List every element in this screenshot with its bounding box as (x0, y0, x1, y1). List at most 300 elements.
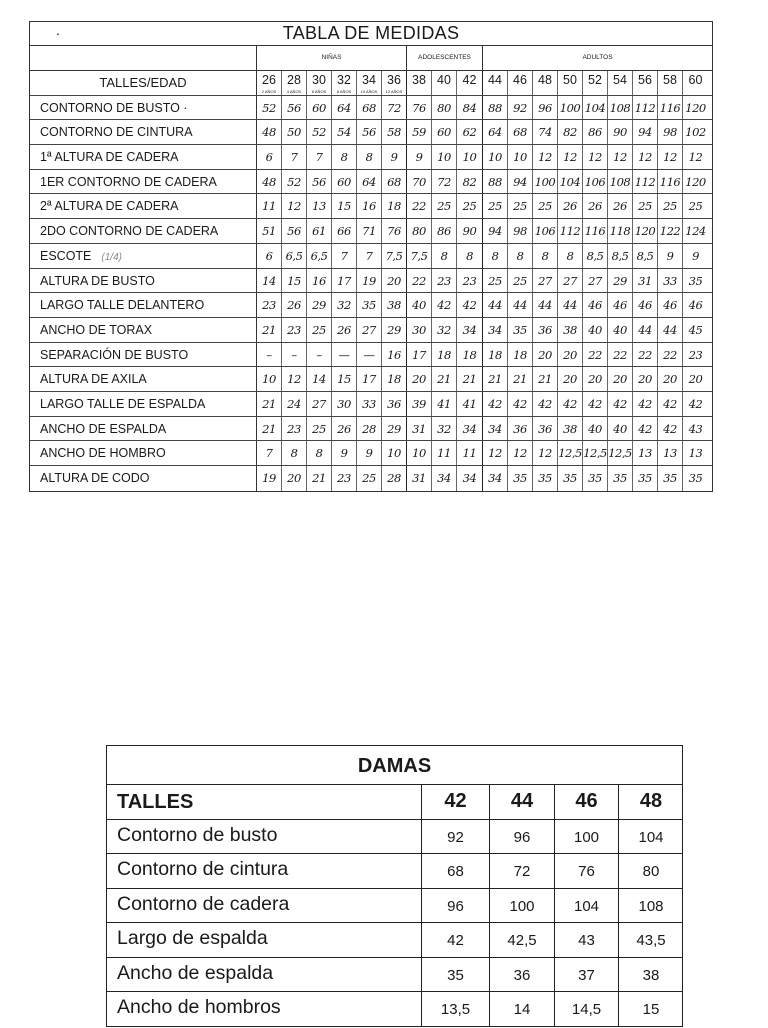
age-label: 6 AÑOS (311, 88, 327, 94)
table-row (30, 244, 712, 269)
value-cell: 56 (282, 96, 307, 120)
size-header-cell (257, 71, 282, 95)
value-cell: 44 (633, 318, 658, 342)
value-cell: 36 (382, 392, 407, 416)
value-cell: 14 (307, 367, 332, 391)
value-cell: — (332, 343, 357, 367)
value-cell: 31 (407, 417, 432, 441)
damas-value-cell: 96 (490, 820, 555, 854)
value-cell: 56 (357, 120, 382, 144)
value-cell: 98 (658, 120, 683, 144)
value-cell: 8 (483, 244, 508, 268)
value-cell: 25 (508, 194, 533, 218)
row-label-text: ALTURA DE BUSTO (40, 273, 155, 288)
value-cell: 102 (685, 125, 706, 140)
size-header-cell (332, 71, 357, 95)
value-cell: 11 (257, 194, 282, 218)
value-cell: 106 (583, 170, 608, 194)
value-cell: 42 (483, 392, 508, 416)
value-cell: 48 (257, 170, 282, 194)
value-cell: 12 (688, 150, 703, 165)
value-cell: 112 (558, 219, 583, 243)
value-cell: 116 (658, 170, 683, 194)
damas-value-cell: 42,5 (490, 923, 555, 957)
damas-row-label: Ancho de espalda (107, 958, 422, 992)
damas-value-cell: 13,5 (422, 992, 490, 1026)
value-cell: 20 (633, 367, 658, 391)
value-cell: 6,5 (282, 244, 307, 268)
value-cell: 92 (508, 96, 533, 120)
damas-value-cell: 43,5 (636, 932, 666, 949)
value-cell: 12 (483, 441, 508, 465)
value-cell: 12 (608, 145, 633, 169)
row-label (30, 441, 257, 465)
value-cell: 22 (407, 269, 432, 293)
value-cell: 22 (583, 343, 608, 367)
row-label-text: 1ª ALTURA DE CADERA (40, 150, 179, 165)
value-cell: 27 (533, 269, 558, 293)
size-header-cell (407, 71, 432, 95)
value-cell: 56 (307, 170, 332, 194)
value-cell: 90 (608, 120, 633, 144)
value-cell: 98 (508, 219, 533, 243)
table-row (30, 318, 712, 343)
value-cell: 46 (658, 293, 683, 317)
value-cell: 80 (432, 96, 457, 120)
value-cell: 60 (432, 120, 457, 144)
value-cell: 32 (432, 417, 457, 441)
value-cell: 38 (558, 318, 583, 342)
value-cell: 106 (533, 219, 558, 243)
value-cell: 43 (688, 421, 703, 436)
value-cell: 116 (658, 96, 683, 120)
value-cell: 48 (257, 120, 282, 144)
value-cell: 80 (407, 219, 432, 243)
value-cell: 25 (307, 417, 332, 441)
value-cell: 35 (508, 318, 533, 342)
row-label (30, 466, 257, 491)
size-header-cell (683, 71, 708, 95)
value-cell: 46 (583, 293, 608, 317)
row-label-text: LARGO TALLE DE ESPALDA (40, 396, 206, 411)
row-label (30, 417, 257, 441)
value-cell: 42 (608, 392, 633, 416)
table-row (30, 441, 712, 466)
value-cell: 60 (307, 96, 332, 120)
value-cell: 21 (432, 367, 457, 391)
value-cell: 29 (608, 269, 633, 293)
value-cell: 39 (407, 392, 432, 416)
size-number: 26 (262, 73, 276, 87)
value-cell: 29 (382, 417, 407, 441)
value-cell: 6 (257, 145, 282, 169)
value-cell: 94 (483, 219, 508, 243)
value-cell: 21 (483, 367, 508, 391)
value-cell: 35 (533, 466, 558, 491)
value-cell: 35 (688, 471, 703, 485)
value-cell: 68 (382, 170, 407, 194)
value-cell: 10 (508, 145, 533, 169)
value-cell: 21 (508, 367, 533, 391)
value-cell: 40 (407, 293, 432, 317)
damas-value-cell: 35 (422, 958, 490, 992)
value-cell: 16 (382, 343, 407, 367)
value-cell: 54 (332, 120, 357, 144)
value-cell: 59 (407, 120, 432, 144)
value-cell: 22 (633, 343, 658, 367)
damas-value-cell: 76 (555, 854, 619, 888)
value-cell: 8 (332, 145, 357, 169)
damas-value-cell: 38 (642, 966, 660, 984)
value-cell: 12,5 (608, 441, 633, 465)
size-number: 50 (563, 73, 577, 87)
value-cell: 27 (583, 269, 608, 293)
value-cell: 8,5 (608, 244, 633, 268)
value-cell: 9 (382, 145, 407, 169)
value-cell: 51 (257, 219, 282, 243)
value-cell: 17 (407, 343, 432, 367)
value-cell: – (307, 343, 332, 367)
value-cell: 21 (257, 318, 282, 342)
value-cell: 34 (457, 417, 483, 441)
value-cell: 120 (685, 100, 706, 115)
value-cell: 9 (692, 248, 699, 263)
row-label (30, 145, 257, 169)
value-cell: 15 (332, 194, 357, 218)
value-cell: 68 (508, 120, 533, 144)
value-cell: 6,5 (307, 244, 332, 268)
value-cell: 60 (332, 170, 357, 194)
size-number: 34 (362, 73, 376, 87)
value-cell: 8 (457, 244, 483, 268)
value-cell: 25 (483, 269, 508, 293)
value-cell: 42 (658, 417, 683, 441)
value-cell: 42 (688, 396, 703, 411)
value-cell: 10 (257, 367, 282, 391)
damas-table (106, 745, 683, 1027)
value-cell: 21 (307, 466, 332, 491)
value-cell: 64 (483, 120, 508, 144)
damas-value-cell: 14,5 (555, 992, 619, 1026)
value-cell: 34 (432, 466, 457, 491)
value-cell: 38 (382, 293, 407, 317)
value-cell: 36 (508, 417, 533, 441)
size-header-cell (508, 71, 533, 95)
size-number: 56 (638, 73, 652, 87)
value-cell: 35 (583, 466, 608, 491)
value-cell: 42 (533, 392, 558, 416)
value-cell: 12 (558, 145, 583, 169)
value-cell: 20 (658, 367, 683, 391)
value-cell: 68 (357, 96, 382, 120)
damas-size-cell: 48 (639, 790, 663, 812)
size-number: 60 (688, 73, 703, 87)
value-cell: 25 (307, 318, 332, 342)
value-cell: 74 (533, 120, 558, 144)
value-cell: 42 (633, 392, 658, 416)
table-row (30, 392, 712, 417)
value-cell: 86 (583, 120, 608, 144)
value-cell: 23 (432, 269, 457, 293)
table-row (30, 96, 712, 121)
damas-value-cell: 72 (490, 854, 555, 888)
value-cell: 42 (432, 293, 457, 317)
value-cell: 44 (508, 293, 533, 317)
value-cell: 36 (533, 417, 558, 441)
value-cell: 12 (508, 441, 533, 465)
value-cell: 41 (457, 392, 483, 416)
value-cell: 8 (508, 244, 533, 268)
value-cell: 10 (382, 441, 407, 465)
age-label: 4 AÑOS (286, 88, 302, 94)
value-cell: 28 (382, 466, 407, 491)
value-cell: 21 (257, 392, 282, 416)
value-cell: 18 (432, 343, 457, 367)
value-cell: 7 (257, 441, 282, 465)
table-row (30, 120, 712, 145)
value-cell: 34 (483, 466, 508, 491)
size-header-cell (357, 71, 382, 95)
table-row (30, 145, 712, 170)
table-row (107, 820, 682, 855)
value-cell: 40 (608, 318, 633, 342)
value-cell: 16 (357, 194, 382, 218)
table-row (30, 367, 712, 392)
value-cell: 66 (332, 219, 357, 243)
value-cell: 20 (688, 372, 703, 387)
value-cell: 18 (457, 343, 483, 367)
row-label (30, 219, 257, 243)
value-cell: 46 (608, 293, 633, 317)
table-row (30, 269, 712, 294)
value-cell: 20 (282, 466, 307, 491)
size-header-cell (307, 71, 332, 95)
size-header-cell (382, 71, 407, 95)
table-row (107, 854, 682, 889)
age-label: 12 AÑOS (385, 88, 403, 94)
damas-value-cell: 15 (642, 1001, 660, 1018)
table-row (30, 466, 712, 491)
table-row (30, 219, 712, 244)
value-cell: 13 (633, 441, 658, 465)
size-number: 52 (588, 73, 602, 87)
damas-row-label: Contorno de busto (107, 820, 422, 854)
table-title-text: TABLA DE MEDIDAS (282, 23, 460, 43)
measurements-table (29, 21, 713, 492)
value-cell: 8 (307, 441, 332, 465)
value-cell: 29 (307, 293, 332, 317)
damas-header-row (107, 785, 682, 820)
value-cell: 30 (407, 318, 432, 342)
value-cell: 82 (457, 170, 483, 194)
size-header-cell (633, 71, 658, 95)
value-cell: 108 (608, 96, 633, 120)
value-cell: 25 (533, 194, 558, 218)
size-number: 32 (337, 73, 351, 87)
value-cell: 118 (608, 219, 633, 243)
size-header-cell (558, 71, 583, 95)
row-label-text: ANCHO DE TORAX (40, 322, 153, 337)
value-cell: 27 (558, 269, 583, 293)
value-cell: 12 (658, 145, 683, 169)
value-cell: 27 (307, 392, 332, 416)
value-cell: 12 (583, 145, 608, 169)
value-cell: 16 (307, 269, 332, 293)
value-cell: 7 (307, 145, 332, 169)
value-cell: 104 (583, 96, 608, 120)
value-cell: 62 (457, 120, 483, 144)
value-cell: 19 (357, 269, 382, 293)
value-cell: 31 (633, 269, 658, 293)
row-label-text: 2DO CONTORNO DE CADERA (40, 224, 219, 239)
value-cell: 33 (658, 269, 683, 293)
size-number: 28 (287, 73, 301, 87)
value-cell: 46 (688, 298, 703, 313)
size-number: 58 (663, 73, 677, 87)
damas-value-cell: 14 (490, 992, 555, 1026)
damas-title: DAMAS (107, 746, 682, 785)
row-label (30, 392, 257, 416)
value-cell: 64 (357, 170, 382, 194)
value-cell: 7 (282, 145, 307, 169)
row-label (30, 244, 257, 268)
value-cell: 12 (633, 145, 658, 169)
value-cell: 9 (357, 441, 382, 465)
value-cell: 116 (583, 219, 608, 243)
value-cell: 40 (583, 318, 608, 342)
value-cell: 56 (282, 219, 307, 243)
value-cell: 84 (457, 96, 483, 120)
value-cell: 26 (608, 194, 633, 218)
value-cell: 52 (282, 170, 307, 194)
size-number: 54 (613, 73, 627, 87)
table-row (107, 958, 682, 993)
value-cell: 26 (558, 194, 583, 218)
value-cell: 19 (257, 466, 282, 491)
value-cell: 82 (558, 120, 583, 144)
value-cell: 29 (382, 318, 407, 342)
size-number: 36 (387, 73, 401, 87)
age-label: 10 AÑOS (360, 88, 378, 94)
value-cell: 8 (533, 244, 558, 268)
size-header-cell (658, 71, 683, 95)
size-number: 30 (312, 73, 326, 87)
damas-value-cell: 36 (490, 958, 555, 992)
table-row (107, 923, 682, 958)
value-cell: 42 (508, 392, 533, 416)
age-label: 2 AÑOS (261, 88, 277, 94)
value-cell: 88 (483, 170, 508, 194)
damas-value-cell: 92 (422, 820, 490, 854)
size-number: 38 (412, 73, 426, 87)
value-cell: 23 (688, 347, 703, 362)
size-number: 40 (437, 73, 451, 87)
row-label-text: SEPARACIÓN DE BUSTO (40, 347, 189, 362)
value-cell: 20 (407, 367, 432, 391)
damas-value-cell: 37 (555, 958, 619, 992)
value-cell: 7,5 (407, 244, 432, 268)
value-cell: 21 (533, 367, 558, 391)
value-cell: 35 (633, 466, 658, 491)
value-cell: 20 (558, 343, 583, 367)
value-cell: 90 (457, 219, 483, 243)
row-label-text: ANCHO DE ESPALDA (40, 421, 167, 436)
value-cell: 44 (658, 318, 683, 342)
value-cell: 10 (407, 441, 432, 465)
value-cell: 13 (688, 446, 703, 461)
value-cell: 11 (457, 441, 483, 465)
table-row (107, 889, 682, 924)
damas-value-cell: 68 (422, 854, 490, 888)
value-cell: 40 (608, 417, 633, 441)
value-cell: 35 (357, 293, 382, 317)
size-header-cell (483, 71, 508, 95)
value-cell: 23 (457, 269, 483, 293)
value-cell: 7 (332, 244, 357, 268)
damas-size-cell: 46 (555, 785, 619, 819)
value-cell: 35 (508, 466, 533, 491)
table-row (30, 194, 712, 219)
value-cell: 27 (357, 318, 382, 342)
row-note: (1/4) (101, 251, 122, 263)
row-label (30, 343, 257, 367)
table-row (30, 293, 712, 318)
value-cell: 72 (432, 170, 457, 194)
size-header-cell (533, 71, 558, 95)
value-cell: 23 (282, 417, 307, 441)
value-cell: 35 (608, 466, 633, 491)
value-cell: 34 (457, 466, 483, 491)
value-cell: 20 (382, 269, 407, 293)
value-cell: 25 (357, 466, 382, 491)
damas-value-cell: 96 (422, 889, 490, 923)
row-label (30, 269, 257, 293)
value-cell: 8 (357, 145, 382, 169)
value-cell: 7 (357, 244, 382, 268)
value-cell: 30 (332, 392, 357, 416)
size-number: 44 (488, 73, 502, 87)
value-cell: 120 (685, 174, 706, 189)
value-cell: 9 (407, 145, 432, 169)
value-cell: 22 (658, 343, 683, 367)
value-cell: 64 (332, 96, 357, 120)
value-cell: 25 (658, 194, 683, 218)
value-cell: 21 (457, 367, 483, 391)
damas-size-cell: 44 (490, 785, 555, 819)
value-cell: 34 (457, 318, 483, 342)
row-label-text: CONTORNO DE CINTURA (40, 125, 193, 140)
row-label-text: ALTURA DE AXILA (40, 372, 147, 387)
value-cell: – (282, 343, 307, 367)
value-cell: 34 (483, 318, 508, 342)
value-cell: 61 (307, 219, 332, 243)
damas-row-label: Largo de espalda (107, 923, 422, 957)
row-label-text: ALTURA DE CODO (40, 471, 150, 485)
age-groups-row (30, 46, 712, 71)
value-cell: 8 (432, 244, 457, 268)
damas-value-cell: 42 (422, 923, 490, 957)
value-cell: 12 (533, 145, 558, 169)
value-cell: 122 (658, 219, 683, 243)
value-cell: 25 (633, 194, 658, 218)
value-cell: 32 (332, 293, 357, 317)
value-cell: 26 (583, 194, 608, 218)
value-cell: 14 (257, 269, 282, 293)
value-cell: 58 (382, 120, 407, 144)
value-cell: 32 (432, 318, 457, 342)
size-header-row (30, 71, 712, 96)
value-cell: 35 (558, 466, 583, 491)
